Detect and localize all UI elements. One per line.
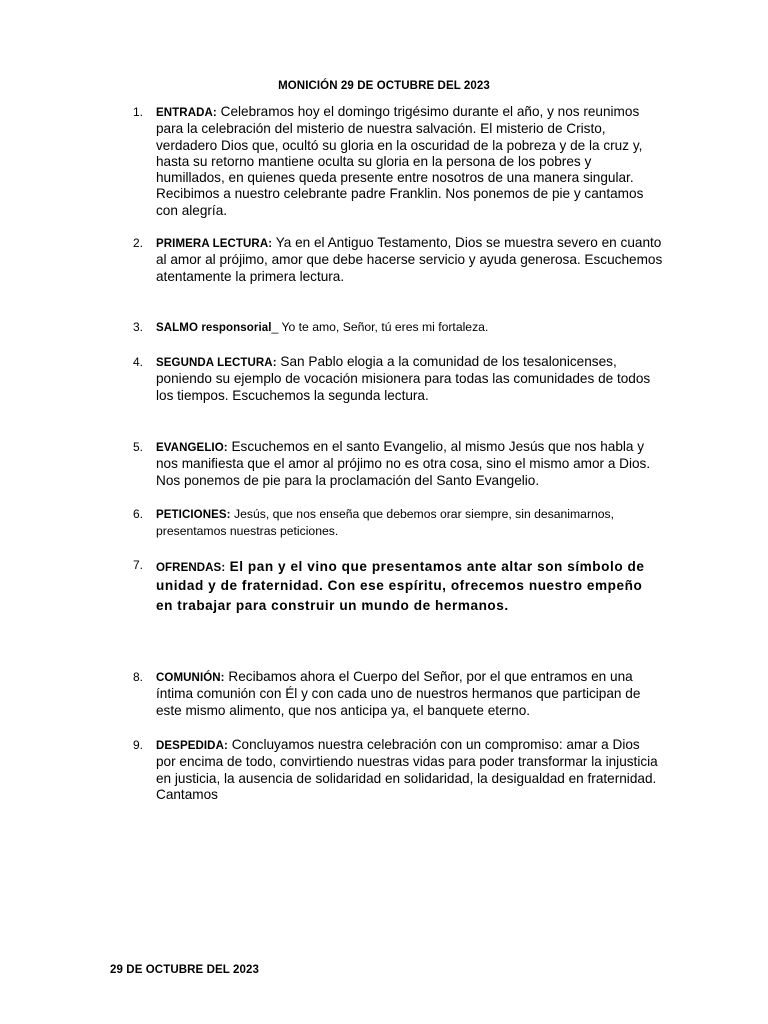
item-body <box>156 439 663 489</box>
item-text: Celebramos hoy el domingo trigésimo durante el año, y nos reunimos para la celebración del misterio de nuestra salvación. El misterio de Cristo, verdadero Dios que, ocultó su gloria en la oscuridad de la pobreza y de la cruz y, hasta su retorno mantiene oculta su gloria en la persona de los pobres y humillados, en quienes queda presente entre nosotros de una manera singular. Recibimos a nuestro celebrante padre Franklin. Nos ponemos de pie y cantamos con alegría. <box>156 104 644 218</box>
item-text: El pan y el vino que presentamos ante altar son símbolo de unidad y de fraternidad. Con ese espíritu, ofrecemos nuestro empeño en trabajar para construir un mundo de hermanos. <box>156 559 645 613</box>
document-title: MONICIÓN 29 DE OCTUBRE DEL 2023 <box>278 80 490 92</box>
item-text: Recibamos ahora el Cuerpo del Señor, por el que entramos en una íntima comunión con Él y con cada uno de nuestros hermanos que participan de este mismo alimento, que nos anticipa ya, el banquete eterno. <box>156 669 641 718</box>
item-number: 1. <box>133 105 144 119</box>
list-item-entrada <box>133 104 663 219</box>
item-body <box>156 319 663 336</box>
item-number: 5. <box>133 440 144 454</box>
item-text: _ Yo te amo, Señor, tú eres mi fortaleza. <box>271 320 489 334</box>
item-body <box>156 506 663 540</box>
item-label: PRIMERA LECTURA: <box>156 238 273 250</box>
item-body <box>156 669 663 719</box>
list-item-salmo <box>133 319 663 336</box>
item-label: DESPEDIDA: <box>156 740 228 752</box>
item-text: Concluyamos nuestra celebración con un compromiso: amar a Dios por encima de todo, convirtiendo nuestras vidas para poder transformar la injusticia en justicia, la ausencia de solidaridad en solidaridad, la desigualdad en fraternidad. Cantamos <box>156 737 658 802</box>
item-label: EVANGELIO: <box>156 442 228 454</box>
item-label: SEGUNDA LECTURA: <box>156 357 277 369</box>
item-label: ENTRADA: <box>156 107 217 119</box>
item-body <box>156 235 663 285</box>
item-text: Jesús, que nos enseña que debemos orar siempre, sin desanimarnos, presentamos nuestras peticiones. <box>156 507 615 539</box>
item-label: PETICIONES: <box>156 509 231 521</box>
list-item-evangelio <box>133 439 663 489</box>
item-label: OFRENDAS: <box>156 562 226 574</box>
list-item-ofrendas <box>133 557 663 615</box>
item-body <box>156 737 663 803</box>
item-number: 4. <box>133 355 144 369</box>
item-body <box>156 557 663 615</box>
list-item-primera-lectura <box>133 235 663 285</box>
item-text: Escuchemos en el santo Evangelio, al mismo Jesús que nos habla y nos manifiesta que el amor al prójimo no es otra cosa, sino el mismo amor a Dios. Nos ponemos de pie para la proclamación del Santo Evangelio. <box>156 439 651 488</box>
page-footer: 29 DE OCTUBRE DEL 2023 <box>110 964 259 976</box>
item-text: Ya en el Antiguo Testamento, Dios se muestra severo en cuanto al amor al prójimo, amor que debe hacerse servicio y ayuda generosa. Escuchemos atentamente la primera lectura. <box>156 235 663 284</box>
item-number: 9. <box>133 738 144 752</box>
item-number: 2. <box>133 236 144 250</box>
item-text: San Pablo elogia a la comunidad de los tesalonicenses, poniendo su ejemplo de vocación misionera para todas las comunidades de todos los tiempos. Escuchemos la segunda lectura. <box>156 354 651 403</box>
item-number: 8. <box>133 670 144 684</box>
item-body <box>156 354 663 404</box>
list-item-segunda-lectura <box>133 354 663 404</box>
list-item-despedida <box>133 737 663 803</box>
item-number: 6. <box>133 507 144 521</box>
item-number: 7. <box>133 558 144 572</box>
list-item-comunion <box>133 669 663 719</box>
item-label: SALMO responsorial <box>156 322 272 334</box>
item-label: COMUNIÓN: <box>156 672 225 684</box>
item-number: 3. <box>133 320 144 334</box>
list-item-peticiones <box>133 506 663 540</box>
item-body <box>156 104 663 219</box>
